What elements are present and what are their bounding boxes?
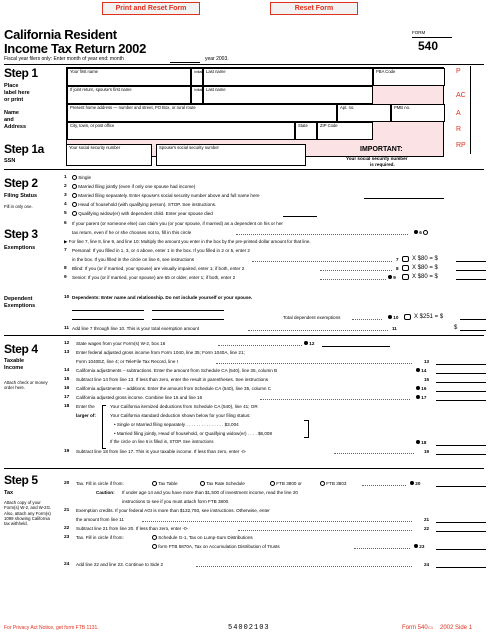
line20-text: Tax. Fill in circle if from: bbox=[76, 481, 124, 486]
fs-num-3: 3 bbox=[64, 193, 67, 198]
line19-num: 19 bbox=[64, 449, 70, 454]
fs-num-4: 4 bbox=[64, 202, 67, 207]
attach-check-note: Attach check or money order here. bbox=[4, 380, 48, 391]
line6-text-2: tax return, even if he or she chooses not to, fill in this circle bbox=[72, 230, 192, 235]
line7-mult: X $80 = $ bbox=[412, 256, 438, 262]
line19-ref: 19 bbox=[424, 449, 430, 454]
fs-option-2[interactable]: Married filing jointly (even if only one spouse had income) bbox=[72, 184, 195, 189]
line13-ref: 13 bbox=[424, 359, 430, 364]
line20-ftb3800[interactable]: FTB 3800 or bbox=[270, 481, 302, 486]
line23-ref: 23 bbox=[414, 544, 424, 549]
line14-ref: 14 bbox=[416, 368, 426, 373]
step1-label-place: Place bbox=[4, 83, 19, 89]
line18-amount[interactable] bbox=[436, 440, 486, 446]
last-name-field[interactable]: Last name bbox=[203, 68, 373, 86]
line22-text: Subtract line 21 from line 20. If less than zero, enter -0- bbox=[76, 526, 189, 531]
dependent-3-input[interactable] bbox=[72, 314, 144, 320]
line8-text: Blind: If you (or if married, your spouse) are visually impaired, enter 1; if both, enter 2 bbox=[72, 266, 245, 271]
line16-text: California adjustments – additions. Enter the amount from Schedule CA (540), line 35, column C bbox=[76, 386, 272, 391]
fs-option-5[interactable]: Qualifying widow(er) with dependent child. Enter year spouse died bbox=[72, 211, 213, 216]
fs-radio-2[interactable] bbox=[72, 184, 77, 189]
line14-amount[interactable] bbox=[436, 368, 486, 374]
line23-text: Tax. Fill in circle if from: bbox=[76, 535, 124, 540]
line24-text: Add line 22 and line 23. Continue to Side 2 bbox=[76, 562, 164, 567]
caution-text: If under age 14 and you have more than $1,500 of investment income, read the line 20 bbox=[122, 490, 298, 495]
pba-code-field[interactable]: PBA Code bbox=[373, 68, 445, 86]
footer-c1: C1 bbox=[428, 625, 434, 630]
dependent-heading-1: Dependent bbox=[4, 296, 33, 302]
line24-ref: 24 bbox=[424, 562, 430, 567]
line21-amount[interactable] bbox=[436, 517, 486, 523]
line9-mult: X $80 = $ bbox=[412, 274, 438, 280]
line14-text: California adjustments – subtractions. Enter the amount from Schedule CA (540), line 35, column B bbox=[76, 368, 278, 373]
line11-text: Add line 7 through line 10. This is your total exemption amount bbox=[72, 326, 200, 331]
line20-tax-table[interactable]: Tax Table bbox=[152, 481, 178, 486]
line22-ref: 22 bbox=[424, 526, 430, 531]
your-ssn-field[interactable]: Your social security number bbox=[66, 144, 152, 166]
line18-option-a: Your California itemized deductions from Schedule CA (540), line 41; OR bbox=[110, 404, 258, 409]
side-letter-a: A bbox=[456, 110, 461, 117]
important-note-2: is required. bbox=[370, 162, 395, 167]
line8-num: 8 bbox=[64, 266, 67, 271]
line20-num: 20 bbox=[64, 481, 70, 486]
line23-amount[interactable] bbox=[436, 544, 486, 550]
line20-rate-schedule[interactable]: Tax Rate Schedule bbox=[200, 481, 245, 486]
spouse-ssn-field[interactable]: Spouse's social security number bbox=[156, 144, 306, 166]
apt-field[interactable]: Apt. no. bbox=[337, 104, 391, 122]
caution-label: Caution: bbox=[96, 490, 115, 495]
line12-num: 12 bbox=[64, 341, 70, 346]
line14-num: 14 bbox=[64, 368, 70, 373]
line21-text-2: the amount from line 11 bbox=[76, 517, 124, 522]
line7-text: Personal: If you filled in 1, 3, or 4 above, enter 1 in the box. If you filled in 2 or 5, enter 2 bbox=[72, 248, 250, 253]
line7-num: 7 bbox=[64, 248, 67, 253]
line10-box[interactable] bbox=[404, 314, 411, 320]
fiscal-year-suffix: year 2003. bbox=[205, 56, 229, 62]
dependent-heading-2: Exemptions bbox=[4, 303, 36, 309]
step2-heading: Step 2 bbox=[4, 176, 38, 190]
spouse-last-name-field[interactable]: Last name bbox=[203, 86, 373, 104]
line13-text-2: Form 1040EZ, line 4; or TeleFile Tax Record, line I bbox=[76, 359, 178, 364]
line17-amount[interactable] bbox=[436, 395, 486, 401]
line21-num: 21 bbox=[64, 508, 70, 513]
attach-w2-note: Attach copy of your Form(s) W-2, and W-2G. Also, attach any Form(s) 1099 showing California tax withheld. bbox=[4, 500, 52, 527]
line9-ref: 9 bbox=[388, 275, 396, 280]
line17-ref: 17 bbox=[416, 395, 426, 400]
step5-heading: Step 5 bbox=[4, 473, 38, 487]
form-barcode: 54002103 bbox=[228, 624, 270, 632]
line7-text-2: in the box. If you filled in the circle on line 6, see instructions bbox=[72, 257, 195, 262]
dependent-4-input[interactable] bbox=[152, 314, 224, 320]
privacy-notice: For Privacy Act Notice, get form FTB 1131. bbox=[4, 625, 99, 631]
title-line-2: Income Tax Return 2002 bbox=[4, 41, 146, 56]
reset-form-button[interactable]: Reset Form bbox=[270, 2, 358, 15]
line20-ref: 20 bbox=[410, 481, 420, 486]
spouse-full-name-input[interactable] bbox=[364, 193, 444, 199]
line16-amount[interactable] bbox=[436, 386, 486, 392]
line23-schedule-g1[interactable]: Schedule G-1, Tax on Lump-Sum Distributions bbox=[152, 535, 253, 540]
spouse-first-name-field[interactable]: If joint return, spouse's first name bbox=[67, 86, 191, 104]
fs-radio-5[interactable] bbox=[72, 211, 77, 216]
line13-num: 13 bbox=[64, 350, 70, 355]
line12-ref: 12 bbox=[304, 341, 314, 346]
line9-num: 9 bbox=[64, 275, 67, 280]
step2-note: Fill in only one. bbox=[4, 204, 33, 209]
fs-radio-4[interactable] bbox=[72, 202, 77, 207]
line15-ref: 15 bbox=[424, 377, 430, 382]
fs-num-2: 2 bbox=[64, 184, 67, 189]
line12-text: State wages from your Form(s) W-2, box 16 bbox=[76, 341, 166, 346]
line8-mult: X $80 = $ bbox=[412, 265, 438, 271]
fs-radio-3[interactable] bbox=[72, 193, 77, 198]
line15-amount[interactable] bbox=[436, 377, 486, 383]
line21-ref: 21 bbox=[424, 517, 430, 522]
line7-ref: 7 bbox=[396, 257, 399, 262]
dependent-1-input[interactable] bbox=[72, 305, 144, 311]
line8-ref: 8 bbox=[396, 266, 399, 271]
line18-stop: If the circle on line 6 is filled in, STOP. See instructions bbox=[110, 439, 214, 444]
line10-ref: 10 bbox=[388, 315, 398, 320]
fs-radio-1[interactable] bbox=[72, 175, 77, 180]
line9-text: Senior: If you (or if married, your spouse) are 65 or older, enter 1; if both, enter 2 bbox=[72, 275, 236, 280]
fs-option-4[interactable]: Head of household (with qualifying person). STOP. See instructions. bbox=[72, 202, 216, 207]
side-letter-p: P bbox=[456, 68, 461, 75]
line18-ref: 18 bbox=[416, 440, 426, 445]
line8-box[interactable] bbox=[402, 265, 409, 271]
side-code-box[interactable] bbox=[470, 66, 486, 154]
line9-amount[interactable] bbox=[456, 274, 486, 280]
footer-form-number: Form 540 bbox=[402, 625, 428, 631]
footer-side: 2002 Side 1 bbox=[440, 625, 473, 631]
fs-option-1[interactable]: Single bbox=[72, 175, 91, 180]
line13-amount[interactable] bbox=[436, 359, 486, 365]
step4-taxable: Taxable bbox=[4, 358, 25, 364]
step1-label-address: Address bbox=[4, 124, 27, 130]
line6-circle[interactable]: 6 bbox=[414, 230, 428, 235]
line10-amount[interactable] bbox=[460, 314, 486, 320]
line15-num: 15 bbox=[64, 377, 70, 382]
line7-box[interactable] bbox=[402, 256, 409, 262]
fs-num-5: 5 bbox=[64, 211, 67, 216]
form-number: 540 bbox=[418, 39, 439, 53]
line18-enter: Enter the bbox=[76, 404, 95, 409]
line17-text: California adjusted gross income. Combine line 15 and line 16 bbox=[76, 395, 203, 400]
fiscal-year-text: Fiscal year filers only: Enter month of year end: month bbox=[4, 56, 124, 62]
city-field[interactable]: City, town, or post office bbox=[67, 122, 295, 140]
line10-text: Dependents: Enter name and relationship. Do not include yourself or your spouse. bbox=[72, 295, 253, 300]
line9-box[interactable] bbox=[402, 274, 409, 280]
fs-num-1: 1 bbox=[64, 175, 67, 180]
line15-text: Subtract line 14 from line 13. If less than zero, enter the result in parentheses. See instructions bbox=[76, 377, 269, 382]
zip-field[interactable]: ZIP Code bbox=[317, 122, 373, 140]
important-label: IMPORTANT: bbox=[360, 146, 403, 153]
step5-tax: Tax bbox=[4, 490, 14, 496]
line13-text: Enter federal adjusted gross income from Form 1040, line 35; Form 1040A, line 21; bbox=[76, 350, 245, 355]
line24-num: 24 bbox=[64, 562, 70, 567]
line6-number: 6 bbox=[64, 221, 67, 226]
line17-num: 17 bbox=[64, 395, 70, 400]
line6-radio[interactable] bbox=[423, 230, 428, 235]
print-and-reset-button[interactable]: Print and Reset Form bbox=[102, 2, 200, 15]
address-field[interactable]: Present home address — number and street, PO Box, or rural route bbox=[67, 104, 337, 122]
important-note-1: Your social security number bbox=[346, 156, 408, 161]
initial-field[interactable]: Initial bbox=[191, 68, 203, 86]
line16-num: 16 bbox=[64, 386, 70, 391]
step1-label-and: and bbox=[4, 117, 14, 123]
side-letter-rp: RP bbox=[456, 142, 466, 149]
line18-option-b: Your California standard deduction shown below for your filing status: bbox=[110, 413, 251, 418]
step3-heading: Step 3 bbox=[4, 227, 38, 241]
line11-amount[interactable] bbox=[460, 325, 486, 331]
line23-num: 23 bbox=[64, 535, 70, 540]
multiply-instruction: ▶ For line 7, line 8, line 9, and line 10: Multiply the amount you enter in the box by the pre-printed dollar amount for that line. bbox=[64, 239, 311, 244]
title-line-1: California Resident bbox=[4, 27, 117, 42]
line18-num: 18 bbox=[64, 404, 70, 409]
line11-dollar: $ bbox=[454, 325, 458, 331]
pmb-field[interactable]: PMB no. bbox=[391, 104, 445, 122]
line8-amount[interactable] bbox=[456, 265, 486, 271]
spouse-initial-field[interactable]: Initial bbox=[191, 86, 203, 104]
line18-single: • Single or Married filing separately . . . . . . . . . . . . . . . $3,004 bbox=[114, 422, 239, 427]
step2-filing-status: Filing Status bbox=[4, 193, 37, 199]
line21-text: Exemption credits. If your federal AGI is more than $132,793, see instructions. Otherwise, enter bbox=[76, 508, 270, 513]
line19-text: Subtract line 18 from line 17. This is your taxable income. If less than zero, enter -0- bbox=[76, 449, 247, 454]
form-label: FORM bbox=[412, 30, 426, 35]
line24-amount[interactable] bbox=[436, 562, 486, 568]
step1-label-here: label here bbox=[4, 90, 30, 96]
line11-num: 11 bbox=[64, 326, 70, 331]
line19-amount[interactable] bbox=[436, 449, 486, 455]
line10-mult: X $251 = $ bbox=[414, 314, 444, 320]
line7-amount[interactable] bbox=[456, 256, 486, 262]
step1-label-name: Name bbox=[4, 110, 19, 116]
line16-ref: 16 bbox=[416, 386, 426, 391]
step1-label-print: or print bbox=[4, 97, 24, 103]
caution-text-2: instructions to see if you must attach form FTB 3800. bbox=[122, 499, 230, 504]
line20-ftb3803[interactable]: FTB 3803 bbox=[320, 481, 346, 486]
step4-heading: Step 4 bbox=[4, 342, 38, 356]
line22-amount[interactable] bbox=[436, 526, 486, 532]
total-dependents-label: Total dependent exemptions bbox=[283, 315, 341, 320]
line18-larger: larger of: bbox=[76, 413, 96, 418]
step1a-heading: Step 1a bbox=[4, 142, 44, 156]
year-spouse-died-input[interactable] bbox=[283, 211, 317, 217]
line22-num: 22 bbox=[64, 526, 70, 531]
step3-exemptions: Exemptions bbox=[4, 245, 36, 251]
side-letter-r: R bbox=[456, 126, 462, 133]
step4-income: Income bbox=[4, 365, 24, 371]
line6-text: If your parent (or someone else) can claim you (or your spouse, if married) as a dependent on his or her bbox=[72, 221, 283, 226]
line23-ftb5870a[interactable]: form FTB 5870A, Tax on Accumulation Distribution of Trusts bbox=[152, 544, 280, 549]
step1a-ssn-label: SSN bbox=[4, 158, 16, 164]
fs-option-3[interactable]: Married filing separately. Enter spouse's social security number above and full name here bbox=[72, 193, 260, 198]
line10-num: 10 bbox=[64, 295, 70, 300]
line11-ref: 11 bbox=[392, 326, 397, 331]
line12-amount[interactable] bbox=[322, 341, 390, 347]
step1-heading: Step 1 bbox=[4, 66, 38, 80]
state-field[interactable]: State bbox=[295, 122, 317, 140]
side-letter-ac: AC bbox=[456, 92, 466, 99]
line18-joint: • Married filing jointly, Head of household, or Qualifying widow(er) . . . . $6,008 bbox=[114, 431, 273, 436]
line20-amount[interactable] bbox=[436, 481, 486, 487]
first-name-field[interactable]: Your first name bbox=[67, 68, 191, 86]
dependent-2-input[interactable] bbox=[152, 305, 224, 311]
fiscal-month-input[interactable] bbox=[170, 57, 200, 63]
